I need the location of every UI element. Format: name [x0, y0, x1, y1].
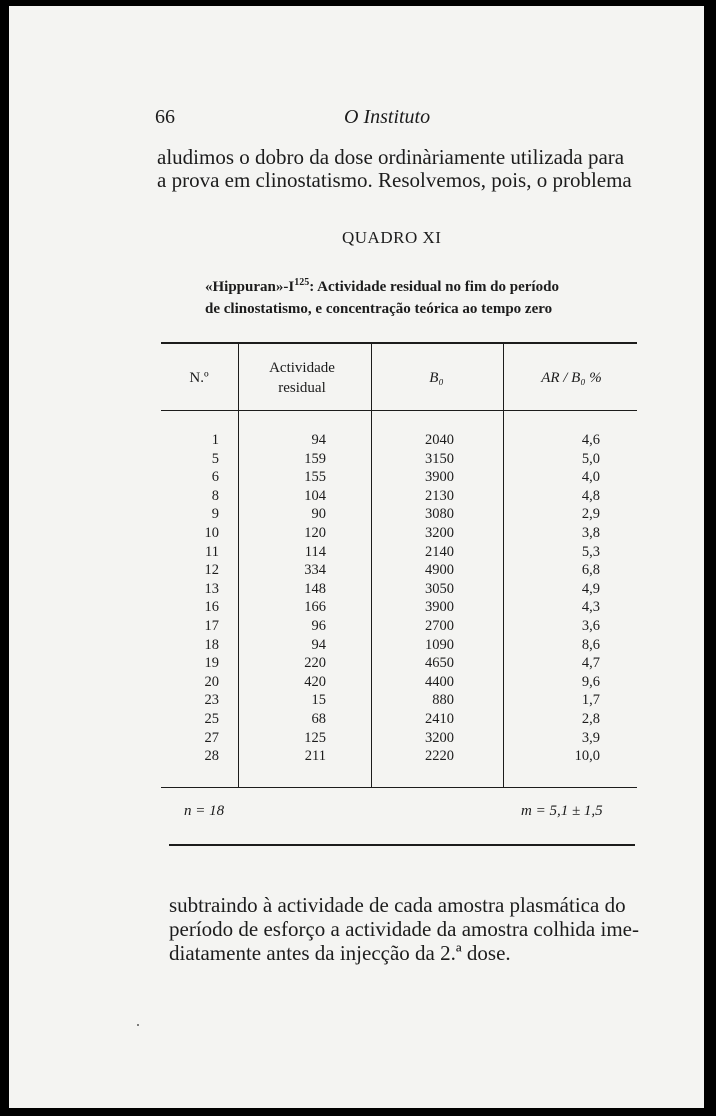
header-bottom-rule: [161, 410, 637, 411]
column-numbers: [179, 431, 219, 766]
cell: 1090: [425, 636, 454, 653]
print-speck: [137, 1024, 139, 1026]
cell: 5,3: [581, 543, 600, 560]
cell: 96: [311, 617, 326, 634]
sample-count-text: n = 18: [184, 803, 225, 819]
cell: 3080: [425, 506, 454, 523]
cell: 3,6: [581, 617, 600, 634]
cell: 3900: [425, 599, 454, 616]
cell: 20: [204, 673, 219, 690]
cell: 8,6: [581, 636, 600, 653]
cell: 2,9: [581, 506, 600, 523]
cell: 6,8: [581, 562, 600, 579]
cell: 11: [205, 543, 219, 560]
cell: 2220: [425, 748, 454, 765]
cell: 4,6: [581, 432, 600, 448]
header-ratio: AR / B₀ %: [541, 370, 602, 386]
cell: 18: [204, 636, 219, 653]
cell: 420: [304, 673, 326, 690]
mean-value: [521, 803, 603, 820]
table-bottom-rule: [169, 844, 635, 846]
cell: 334: [304, 562, 326, 579]
cell: 4900: [425, 562, 454, 579]
column-ratio: [554, 431, 600, 766]
caption-rest: : Actividade residual no fim do período: [309, 279, 559, 295]
cell: 5,0: [581, 450, 600, 467]
cell: 4,3: [581, 599, 600, 616]
column-divider: [371, 344, 372, 787]
caption-superscript: 125: [294, 277, 310, 288]
header-number: N.º: [189, 370, 209, 386]
paragraph-top: [157, 146, 632, 192]
cell: 220: [304, 655, 326, 672]
cell: 2,8: [581, 710, 600, 727]
column-b0: [404, 431, 454, 766]
header-residual-line: residual: [278, 380, 326, 396]
cell: 68: [311, 710, 326, 727]
cell: 114: [304, 543, 326, 560]
cell: 28: [204, 748, 219, 765]
cell: 3,8: [581, 524, 600, 541]
cell: 211: [304, 748, 326, 765]
cell: 3200: [425, 729, 454, 746]
cell: 5: [211, 450, 219, 467]
cell: 9,6: [581, 673, 600, 690]
cell: 19: [204, 655, 219, 672]
cell: 4,0: [581, 469, 600, 486]
caption-line-1: [205, 272, 559, 298]
cell: 3200: [425, 524, 454, 541]
cell: 13: [204, 580, 219, 597]
cell: 94: [311, 636, 326, 653]
cell: 90: [311, 506, 326, 523]
cell: 16: [204, 599, 219, 616]
cell: 94: [311, 432, 326, 448]
cell: 4400: [425, 673, 454, 690]
cell: 8: [211, 487, 219, 504]
caption-line-2: de clinostatismo, e concentração teórica ao tempo zero: [205, 301, 553, 317]
cell: 166: [304, 599, 326, 616]
cell: 2040: [425, 432, 454, 448]
cell: 4,8: [581, 487, 600, 504]
cell: 4,9: [581, 580, 600, 597]
running-title: O Instituto: [344, 106, 431, 128]
paragraph-line: diatamente antes da injecção da 2.ª dose.: [169, 941, 511, 965]
cell: 104: [304, 487, 326, 504]
header-b0: B₀: [429, 370, 444, 386]
table-caption: [205, 272, 559, 320]
cell: 1: [211, 432, 219, 448]
mean-value-text: m = 5,1 ± 1,5: [521, 803, 603, 819]
cell: 23: [204, 692, 219, 709]
cell: 1,7: [581, 692, 600, 709]
cell: 2140: [425, 543, 454, 560]
column-divider: [503, 344, 504, 787]
cell: 3050: [425, 580, 454, 597]
cell: 3,9: [581, 729, 600, 746]
cell: 148: [304, 580, 326, 597]
cell: 4650: [425, 655, 454, 672]
cell: 6: [211, 469, 219, 486]
caption-prefix: «Hippuran»-I: [205, 279, 295, 295]
sample-count: [184, 803, 224, 820]
cell: 3150: [425, 450, 454, 467]
cell: 9: [211, 506, 219, 523]
cell: 10,0: [574, 748, 600, 765]
cell: 4,7: [581, 655, 600, 672]
cell: 880: [432, 692, 454, 709]
paragraph-line: período de esforço a actividade da amostra colhida ime-: [169, 917, 639, 941]
cell: 125: [304, 729, 326, 746]
cell: 17: [204, 617, 219, 634]
cell: 120: [304, 524, 326, 541]
cell: 27: [204, 729, 219, 746]
cell: 3900: [425, 469, 454, 486]
document-page: [9, 6, 704, 1108]
column-divider: [238, 344, 239, 787]
cell: 2700: [425, 617, 454, 634]
cell: 159: [304, 450, 326, 467]
cell: 155: [304, 469, 326, 486]
paragraph-line: subtraindo à actividade de cada amostra plasmática do: [169, 893, 626, 917]
cell: 2130: [425, 487, 454, 504]
header-residual: [247, 358, 357, 398]
cell: 10: [204, 524, 219, 541]
cell: 15: [311, 692, 326, 709]
page-number: 66: [155, 106, 175, 128]
cell: 25: [204, 710, 219, 727]
header-residual-line: Actividade: [269, 360, 335, 376]
paragraph-bottom: [169, 893, 639, 965]
table-top-rule: [161, 342, 637, 344]
paragraph-line: aludimos o dobro da dose ordinàriamente utilizada para: [157, 145, 625, 169]
column-residual: [274, 431, 326, 766]
paragraph-line: a prova em clinostatismo. Resolvemos, pois, o problema: [157, 168, 632, 192]
body-bottom-rule: [161, 787, 637, 788]
cell: 2410: [425, 710, 454, 727]
cell: 12: [204, 562, 219, 579]
table-title: QUADRO XI: [342, 228, 442, 247]
